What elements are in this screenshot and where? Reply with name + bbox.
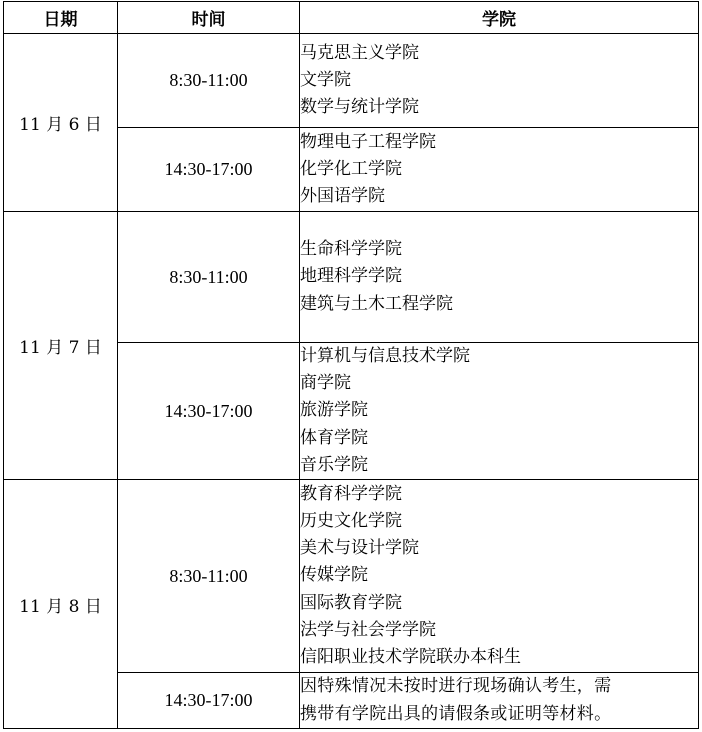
college-item: 计算机与信息技术学院 [300, 346, 470, 366]
header-date: 日期 [4, 2, 118, 34]
table-row [4, 34, 699, 128]
college-list [300, 128, 699, 212]
time-cell: 8:30-11:00 [118, 34, 300, 128]
college-item: 化学化工学院 [300, 158, 402, 179]
date-cell: 11 月 8 日 [4, 480, 118, 729]
college-list [300, 480, 699, 673]
college-item: 美术与设计学院 [300, 538, 419, 559]
header-row [4, 2, 699, 34]
college-item: 法学与社会学学院 [300, 619, 436, 640]
college-list [300, 343, 699, 480]
table-row [4, 480, 699, 673]
schedule-table [3, 1, 699, 729]
college-list [300, 34, 699, 128]
college-list [300, 212, 699, 343]
college-item: 文学院 [300, 69, 351, 90]
college-item: 生命科学学院 [300, 239, 402, 260]
college-item: 国际教育学院 [300, 592, 402, 613]
college-item: 马克思主义学院 [300, 42, 419, 63]
note-line: 携带有学院出具的请假条或证明等材料。 [300, 703, 612, 724]
time-cell: 14:30-17:00 [118, 128, 300, 212]
college-item: 商学院 [300, 373, 351, 394]
college-item: 教育科学学院 [300, 483, 402, 504]
note-cell [300, 673, 699, 729]
college-item: 音乐学院 [300, 454, 368, 475]
table-row [4, 212, 699, 343]
college-item: 数学与统计学院 [300, 97, 419, 118]
time-cell: 14:30-17:00 [118, 343, 300, 480]
college-item: 历史文化学院 [300, 511, 402, 531]
time-cell: 14:30-17:00 [118, 673, 300, 729]
college-item: 信阳职业技术学院联办本科生 [300, 647, 521, 668]
college-item: 体育学院 [300, 427, 368, 448]
college-item: 外国语学院 [300, 186, 385, 207]
time-cell: 8:30-11:00 [118, 480, 300, 673]
header-college: 学院 [300, 2, 699, 34]
college-item: 传媒学院 [300, 565, 368, 586]
college-item: 旅游学院 [300, 400, 368, 421]
note-line: 因特殊情况未按时进行现场确认考生，需 [300, 676, 612, 697]
college-item: 物理电子工程学院 [300, 131, 436, 152]
college-item: 建筑与土木工程学院 [300, 293, 453, 314]
date-cell: 11 月 7 日 [4, 212, 118, 480]
time-cell: 8:30-11:00 [118, 212, 300, 343]
header-time: 时间 [118, 2, 300, 34]
date-cell: 11 月 6 日 [4, 34, 118, 212]
college-item: 地理科学学院 [300, 266, 402, 287]
